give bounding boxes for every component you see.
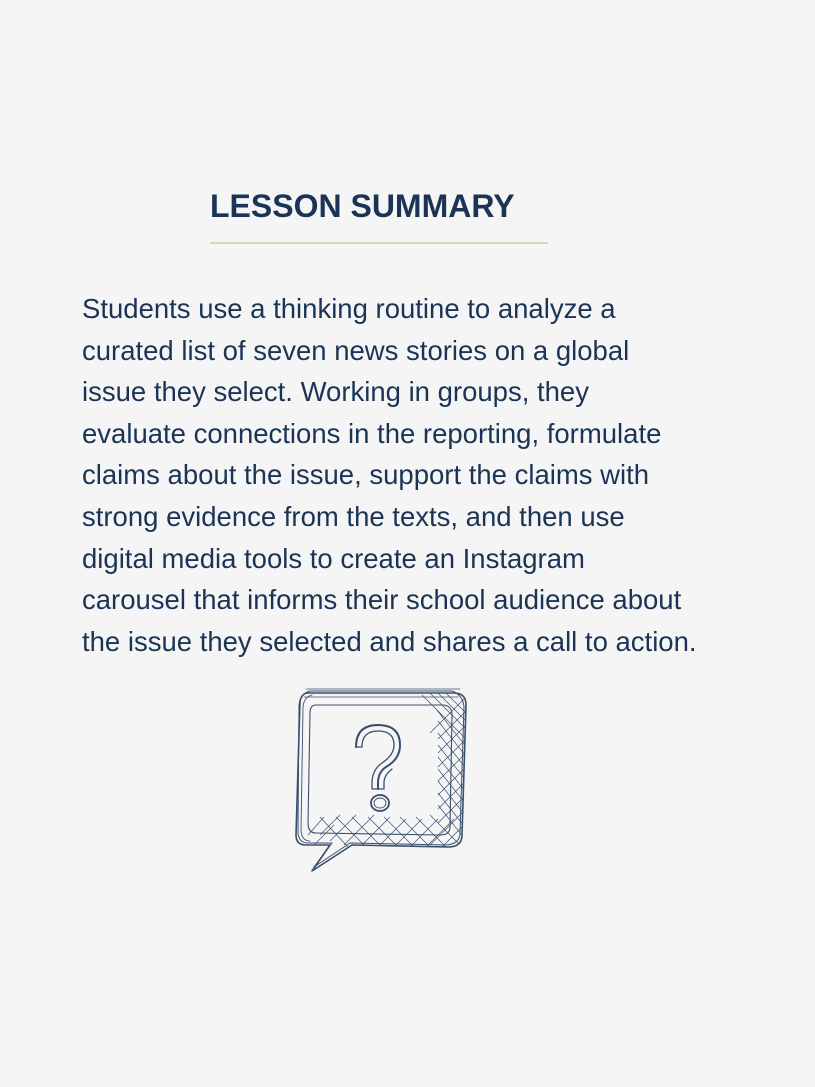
summary-line: strong evidence from the texts, and then use bbox=[82, 500, 625, 532]
summary-paragraph bbox=[82, 288, 762, 662]
summary-line: carousel that informs their school audience about bbox=[82, 584, 682, 616]
summary-line: curated list of seven news stories on a global bbox=[82, 334, 630, 366]
page-title: LESSON SUMMARY bbox=[210, 188, 515, 224]
summary-line: digital media tools to create an Instagram bbox=[82, 542, 585, 574]
title-divider bbox=[210, 242, 548, 244]
question-speech-bubble-icon bbox=[290, 685, 470, 875]
summary-line: claims about the issue, support the claims with bbox=[82, 459, 650, 491]
summary-line: evaluate connections in the reporting, formulate bbox=[82, 417, 662, 449]
summary-line: Students use a thinking routine to analyze a bbox=[82, 293, 616, 324]
question-mark-glyph bbox=[356, 725, 400, 811]
summary-line: issue they select. Working in groups, they bbox=[82, 376, 589, 408]
summary-line: the issue they selected and shares a call to action. bbox=[82, 625, 697, 657]
